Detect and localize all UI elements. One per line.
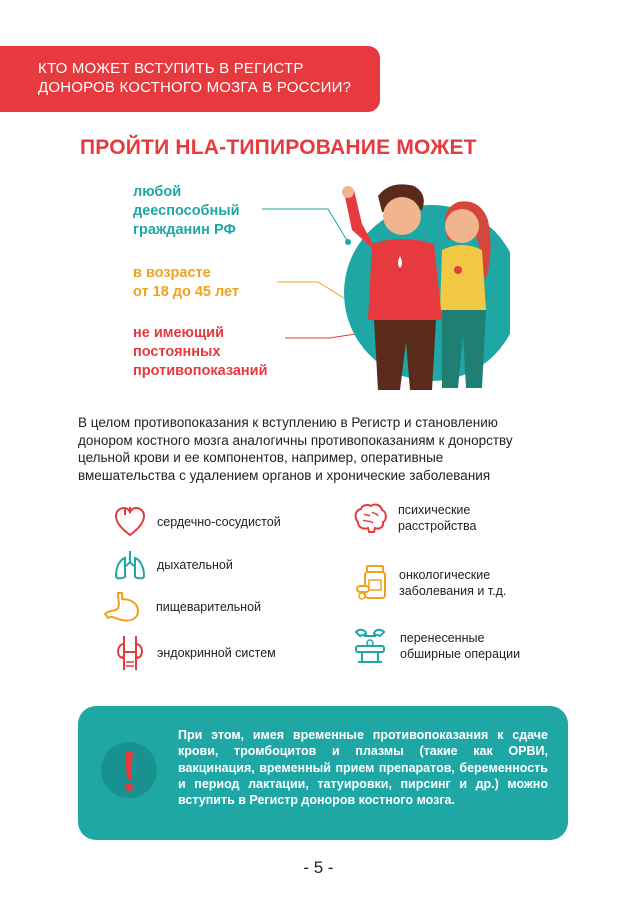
page-number: - 5 - <box>303 858 334 877</box>
disease-item-mental <box>352 502 476 534</box>
condition-no-contraindications: не имеющий постоянных противопоказаний <box>133 325 268 379</box>
condition-age: в возрасте от 18 до 45 лет <box>133 265 240 300</box>
thyroid-icon <box>113 634 147 672</box>
disease-item-respiratory <box>113 548 233 582</box>
brain-icon <box>352 502 388 534</box>
section-heading: ПРОЙТИ HLA-ТИПИРОВАНИЕ МОЖЕТ <box>80 136 477 159</box>
disease-label: психические расстройства <box>398 503 477 533</box>
condition-citizen: любой дееспособный гражданин РФ <box>133 184 240 238</box>
contraindications-paragraph: В целом противопоказания к вступлению в Регистр и становлению донором костного мозга аналогичны противопоказаниям к донорству цельной крови и ее компонентов, например, оперативные вмешательства с удалением органов и хронические заболевания <box>78 415 513 483</box>
disease-label: пищеварительной <box>156 600 261 614</box>
disease-item-endocrine <box>113 634 276 672</box>
heart-icon <box>113 505 147 539</box>
disease-label: перенесенные обширные операции <box>400 631 521 661</box>
notice-box <box>78 706 568 840</box>
notice-text: При этом, имея временные противопоказания к сдаче крови, тромбоцитов и плазмы (такие как ОРВИ, вакцинация, временный прием препаратов, беременность и период лактации, татуировки, пирсинг и др.) можно вступить в Регистр доноров костного мозга. <box>178 728 548 808</box>
banner-line-1: КТО МОЖЕТ ВСТУПИТЬ В РЕГИСТР <box>38 60 304 77</box>
connector-lines <box>0 0 637 400</box>
surgery-icon <box>350 626 390 666</box>
disease-item-cardio <box>113 505 281 539</box>
disease-label: дыхательной <box>157 558 233 572</box>
pills-icon <box>355 564 389 602</box>
donors-illustration <box>330 170 510 395</box>
disease-label: онкологические заболевания и т.д. <box>399 568 507 598</box>
disease-label: эндокринной систем <box>157 646 276 660</box>
lungs-icon <box>113 548 147 582</box>
disease-item-oncology <box>355 564 506 602</box>
stomach-icon <box>100 590 146 624</box>
disease-label: сердечно-сосудистой <box>157 515 281 529</box>
exclamation-icon <box>100 741 158 799</box>
disease-item-digestive <box>100 590 261 624</box>
banner-line-2: ДОНОРОВ КОСТНОГО МОЗГА В РОССИИ? <box>38 79 352 96</box>
disease-item-surgery <box>350 626 520 666</box>
